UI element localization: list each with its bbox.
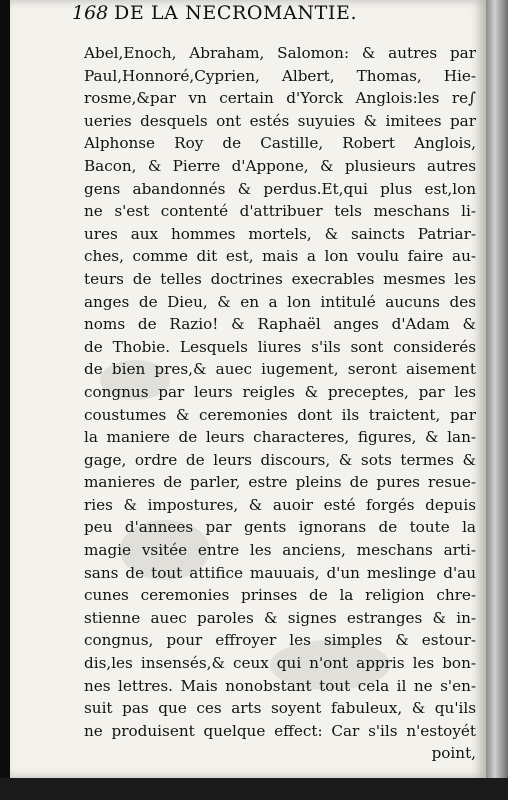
body-text [84, 42, 476, 765]
text-line: ne s'est contenté d'attribuer tels meschans li- [84, 202, 476, 221]
text-line: coustumes & ceremonies dont ils traictent, par [84, 405, 476, 424]
running-title: DE LA NECROMANTIE. [114, 2, 358, 24]
text-line: de Thobie. Lesquels liures s'ils sont considerés [84, 337, 476, 356]
catchword: point, [431, 744, 476, 763]
text-line: ries & impostures, & auoir esté forgés depuis [84, 495, 476, 514]
text-line: noms de Razio! & Raphaël anges d'Adam & [84, 315, 476, 334]
text-line: de bien pres,& auec iugement, seront aisement [84, 360, 476, 379]
text-line: dis,les insensés,& ceux qui n'ont appris les bon- [84, 654, 476, 673]
running-head [72, 2, 472, 30]
text-line: ches, comme dit est, mais a lon voulu faire au- [84, 247, 476, 266]
scan-edge-right [486, 0, 508, 800]
text-line: suit pas que ces arts soyent fabuleux, & qu'ils [84, 699, 476, 718]
text-line: teurs de telles doctrines execrables mesmes les [84, 269, 476, 288]
text-line: Abel,Enoch, Abraham, Salomon: & autres par [84, 44, 476, 62]
text-line: congnus, pour effroyer les simples & estour- [84, 631, 476, 650]
text-line: peu d'annees par gents ignorans de toute la [84, 518, 476, 537]
text-line: congnus par leurs reigles & preceptes, par les [84, 382, 476, 401]
text-line: la maniere de leurs characteres, figures, & lan- [84, 428, 476, 447]
text-line: gage, ordre de leurs discours, & sots termes & [84, 450, 476, 469]
text-line: Alphonse Roy de Castille, Robert Anglois, [84, 134, 476, 153]
text-line: Bacon, & Pierre d'Appone, & plusieurs autres [84, 156, 476, 175]
text-line: anges de Dieu, & en a lon intitulé aucuns des [84, 292, 476, 311]
scan-edge-bottom [0, 778, 508, 800]
text-line: nes lettres. Mais nonobstant tout cela il ne s'en- [84, 676, 476, 695]
text-line: gens abandonnés & perdus.Et,qui plus est,lon [84, 179, 476, 198]
page-number: 168 [72, 2, 109, 24]
text-line: ne produisent quelque effect: Car s'ils n'estoyét [84, 721, 476, 740]
text-line: ueries desquels ont estés suyuies & imitees par [84, 111, 476, 130]
text-line: ures aux hommes mortels, & saincts Patriar- [84, 224, 476, 243]
text-line: stienne auec paroles & signes estranges & in- [84, 608, 476, 627]
text-line: sans de tout attifice mauuais, d'un meslinge d'au [84, 563, 476, 582]
text-line: manieres de parler, estre pleins de pures resue- [84, 473, 476, 492]
text-line: cunes ceremonies prinses de la religion chre- [84, 586, 476, 605]
text-line: rosme,&par vn certain d'Yorck Anglois:les re∫ [84, 89, 476, 108]
text-line: Paul,Honnoré,Cyprien, Albert, Thomas, Hie- [84, 66, 476, 85]
text-line: magie vsitée entre les anciens, meschans arti- [84, 541, 476, 560]
